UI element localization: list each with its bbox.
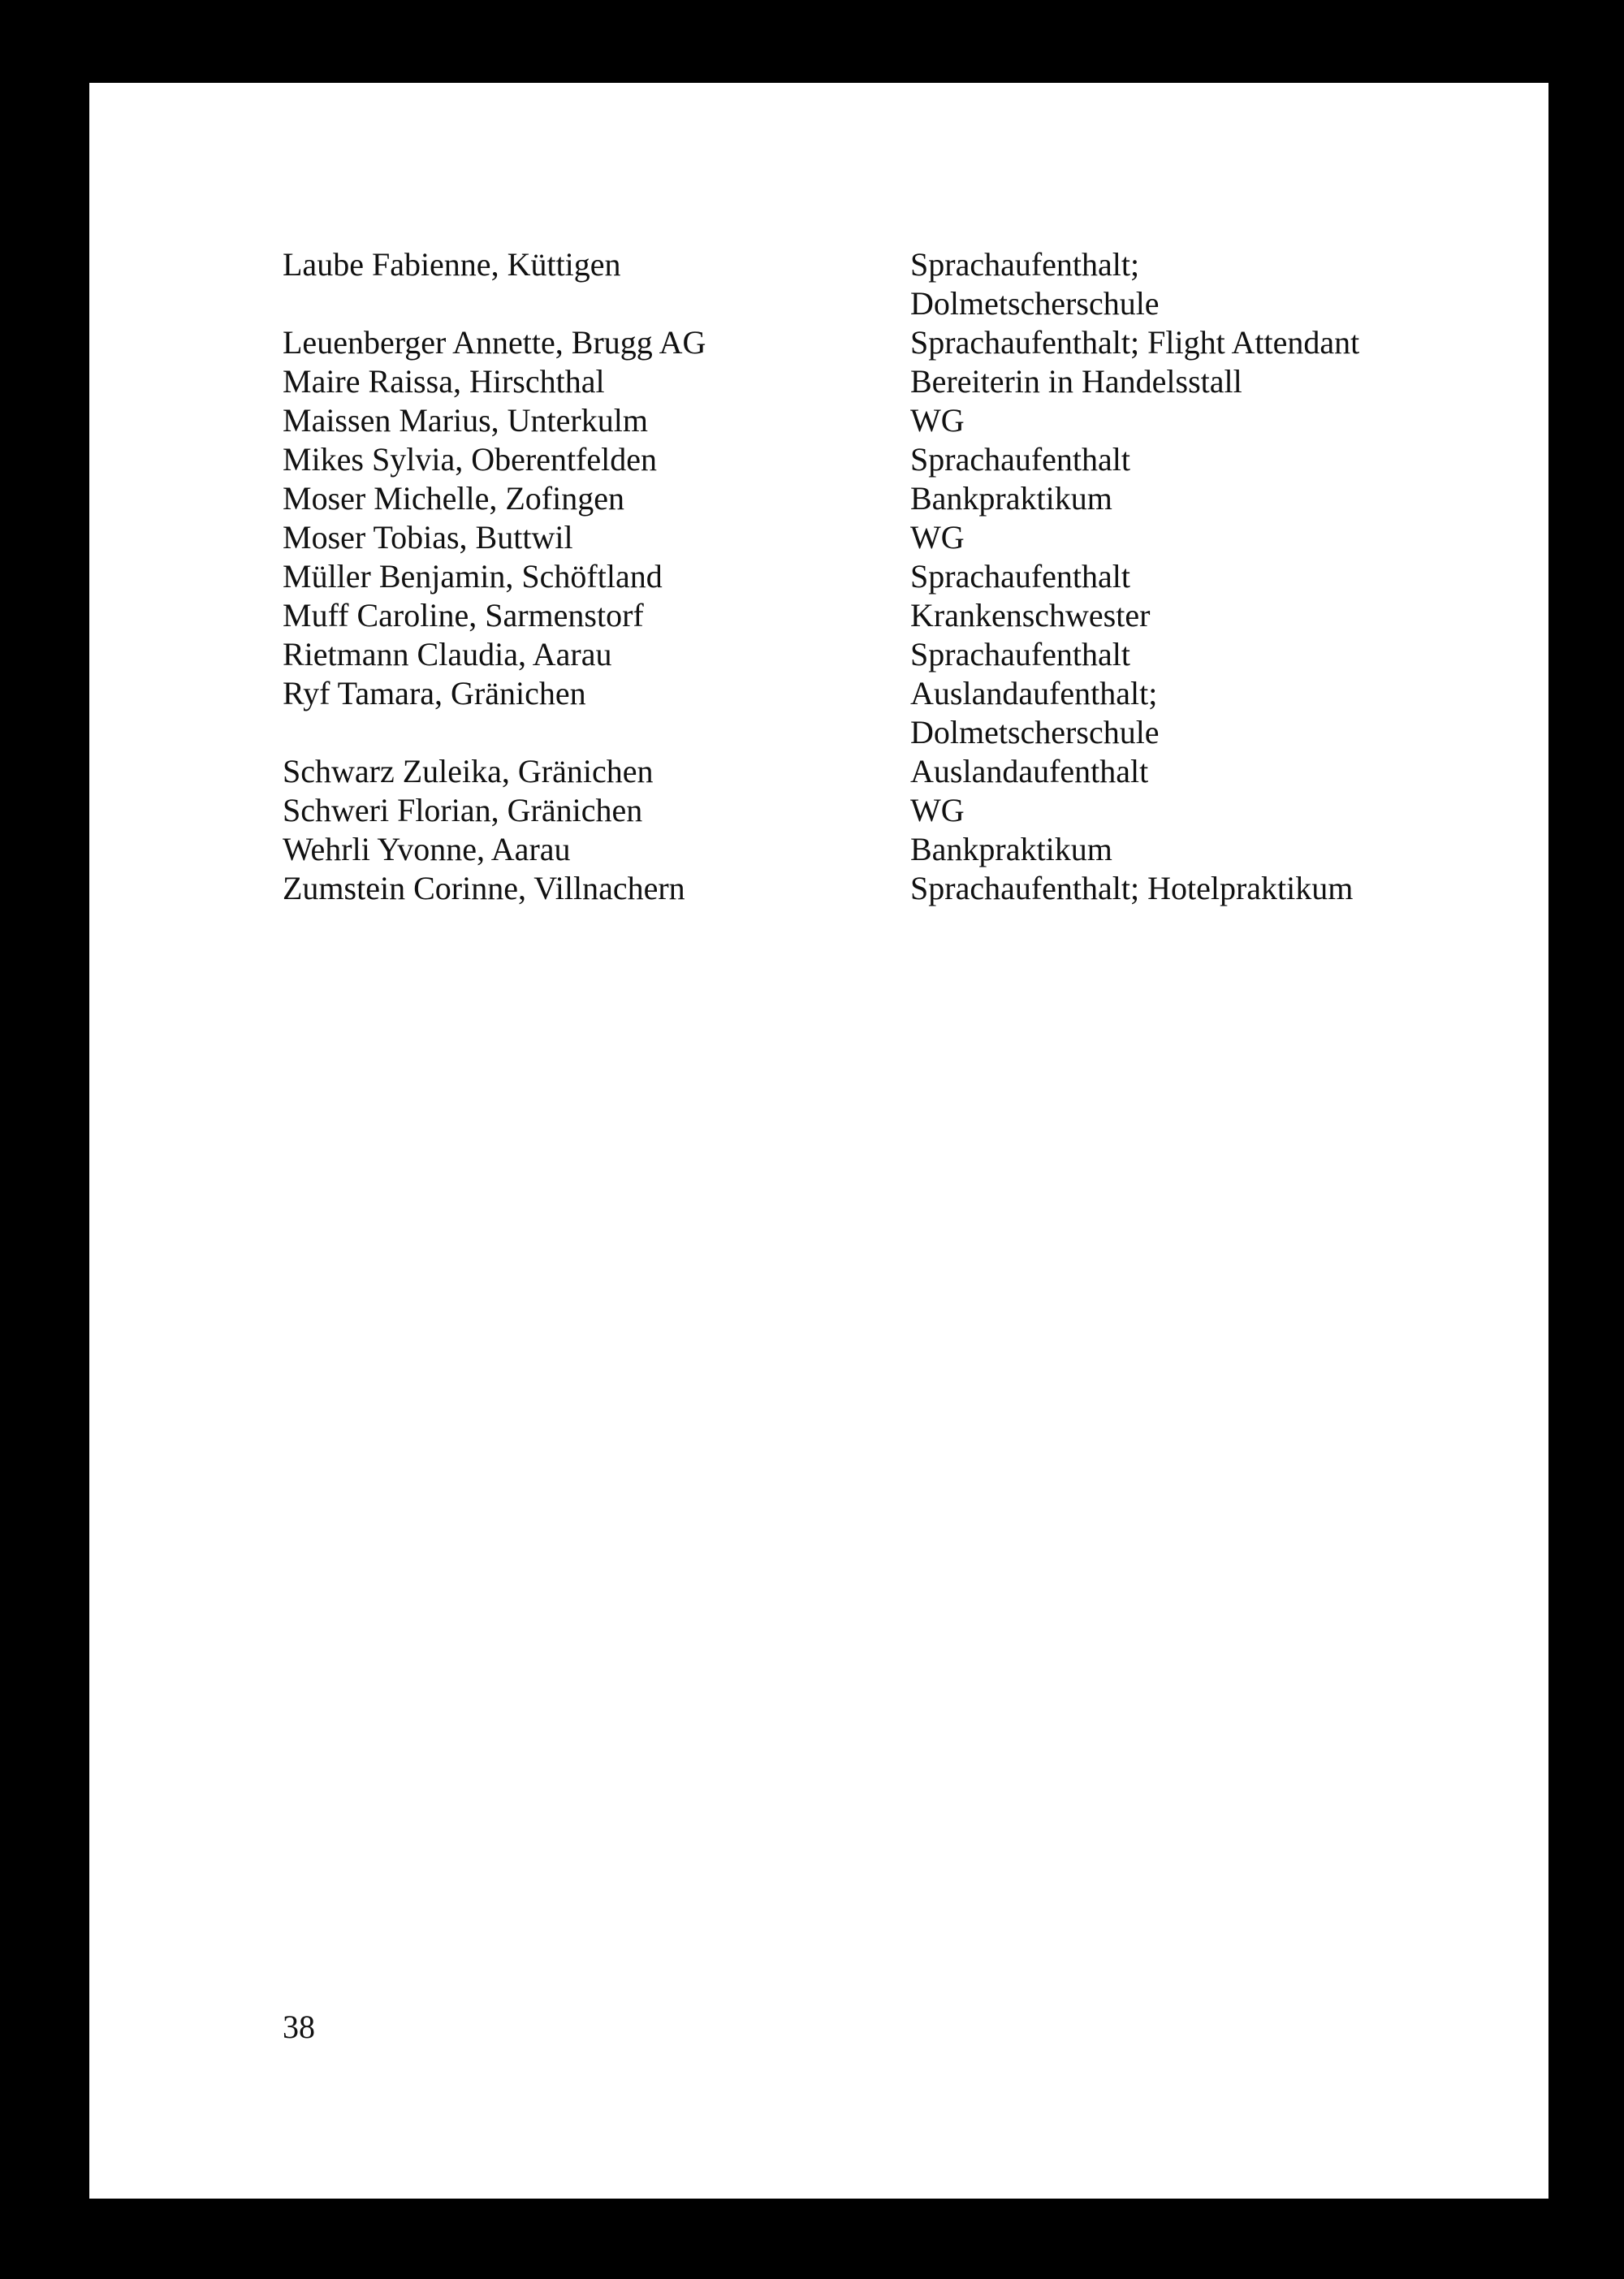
entry-activity-line: Auslandaufenthalt (910, 753, 1149, 789)
entry-row (283, 245, 1517, 323)
entry-name: Muff Caroline, Sarmenstorf (283, 597, 644, 634)
entry-row (283, 635, 1517, 674)
entry-name: Maissen Marius, Unterkulm (283, 402, 648, 439)
entry-activity (910, 518, 1517, 557)
entry-name: Müller Benjamin, Schöftland (283, 558, 663, 595)
entry-name: Schweri Florian, Gränichen (283, 792, 643, 828)
entry-activity-line: WG (910, 792, 965, 828)
entry-name: Mikes Sylvia, Oberentfelden (283, 441, 657, 478)
entry-name: Laube Fabienne, Küttigen (283, 246, 621, 283)
entry-activity-line: Auslandaufenthalt; (910, 675, 1158, 711)
entry-row (283, 752, 1517, 791)
entry-name: Maire Raissa, Hirschthal (283, 363, 605, 400)
entry-name: Zumstein Corinne, Villnachern (283, 870, 685, 906)
entry-name: Leuenberger Annette, Brugg AG (283, 324, 706, 361)
document-page (89, 83, 1548, 2199)
entry-name: Rietmann Claudia, Aarau (283, 636, 612, 672)
entry-activity (910, 752, 1517, 791)
entry-activity-line: Sprachaufenthalt; Flight Attendant (910, 324, 1360, 361)
entry-activity (910, 401, 1517, 440)
entry-activity-line: Bankpraktikum (910, 831, 1112, 867)
entry-name: Moser Tobias, Buttwil (283, 519, 573, 556)
entry-activity-line: Bankpraktikum (910, 480, 1112, 517)
entry-activity (910, 323, 1517, 362)
entry-activity-line: Sprachaufenthalt; (910, 246, 1140, 283)
entry-row (283, 479, 1517, 518)
entry-row (283, 596, 1517, 635)
entry-activity-line: WG (910, 402, 965, 439)
entry-name: Moser Michelle, Zofingen (283, 480, 624, 517)
entry-activity (910, 245, 1517, 323)
entry-activity-line: Dolmetscherschule (910, 714, 1160, 750)
entry-row (283, 674, 1517, 752)
entry-row (283, 401, 1517, 440)
entry-name: Ryf Tamara, Gränichen (283, 675, 586, 711)
entry-activity-line: Sprachaufenthalt (910, 441, 1130, 478)
entry-activity-line: Dolmetscherschule (910, 285, 1160, 322)
entry-activity (910, 830, 1517, 869)
entry-list (283, 245, 1517, 908)
entry-activity (910, 674, 1517, 752)
entry-activity (910, 635, 1517, 674)
entry-activity (910, 791, 1517, 830)
entry-row (283, 362, 1517, 401)
entry-row (283, 518, 1517, 557)
entry-activity (910, 557, 1517, 596)
entry-activity-line: Sprachaufenthalt; Hotelpraktikum (910, 870, 1354, 906)
entry-activity-line: WG (910, 519, 965, 556)
entry-activity (910, 440, 1517, 479)
entry-name: Schwarz Zuleika, Gränichen (283, 753, 654, 789)
entry-activity-line: Sprachaufenthalt (910, 558, 1130, 595)
entry-activity (910, 479, 1517, 518)
entry-row (283, 830, 1517, 869)
entry-activity (910, 596, 1517, 635)
entry-activity-line: Sprachaufenthalt (910, 636, 1130, 672)
entry-row (283, 323, 1517, 362)
entry-activity-line: Krankenschwester (910, 597, 1151, 634)
entry-name: Wehrli Yvonne, Aarau (283, 831, 571, 867)
page-number: 38 (283, 2009, 315, 2045)
entry-activity (910, 869, 1517, 908)
entry-row (283, 440, 1517, 479)
entry-row (283, 557, 1517, 596)
entry-row (283, 791, 1517, 830)
entry-activity-line: Bereiterin in Handelsstall (910, 363, 1242, 400)
entry-row (283, 869, 1517, 908)
entry-activity (910, 362, 1517, 401)
